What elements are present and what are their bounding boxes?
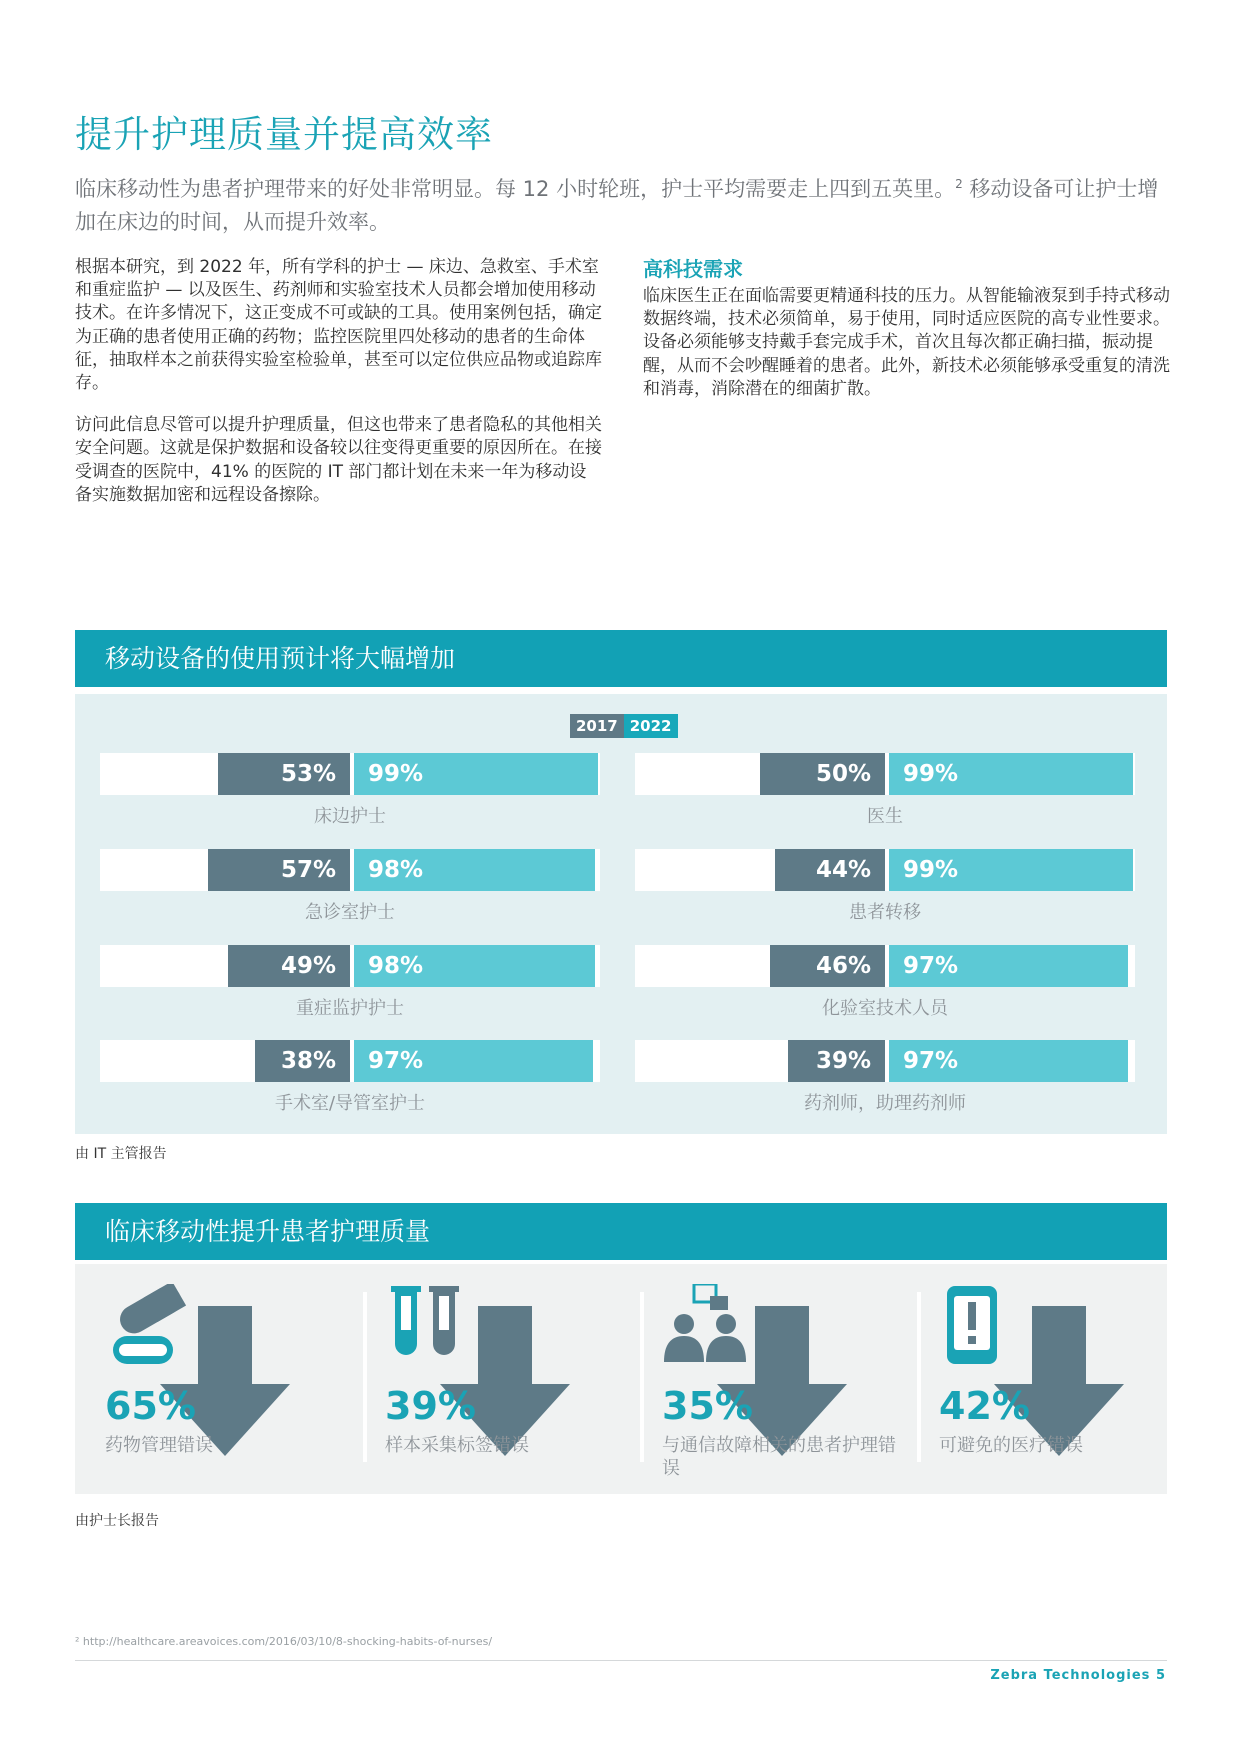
bar-category-label: 急诊室护士 (305, 902, 395, 923)
bar-category-label: 手术室/导管室护士 (274, 1093, 426, 1114)
chart-item (100, 753, 600, 843)
bar-2017: 50% (760, 753, 885, 795)
stat-percent: 39% (385, 1384, 476, 1428)
page-number: 5 (1155, 1668, 1166, 1683)
bar-2017: 39% (788, 1040, 886, 1082)
footer-divider (75, 1660, 1167, 1661)
bar-category-label: 患者转移 (849, 902, 921, 923)
quality-source-note: 由护士长报告 (75, 1513, 159, 1529)
chart-item (100, 945, 600, 1035)
stat-medication (75, 1284, 333, 1474)
bar-2017: 53% (218, 753, 351, 795)
bar-2022: 97% (350, 1040, 593, 1082)
intro-paragraph (75, 168, 1165, 239)
stat-percent: 65% (105, 1384, 196, 1428)
bar-2017: 49% (228, 945, 351, 987)
bar-category-label: 床边护士 (314, 806, 386, 827)
bar-2022: 97% (885, 1040, 1128, 1082)
stat-specimen (355, 1284, 613, 1474)
section-usage-title: 移动设备的使用预计将大幅增加 (75, 630, 1167, 687)
left-paragraph-1: 根据本研究，到 2022 年，所有学科的护士 — 床边、急救室、手术室和重症监护 — 以及医生、药剂师和实验室技术人员都会增加使用移动技术。在许多情况下，这正变成不可或缺的工具。使用案例包括，确定为正确的患者使用正确的药物；监控医院里四处移动的患者的生命体征，抽取样本之前获得实验室检验单，甚至可以定位供应品物或追踪库存。 (75, 257, 602, 394)
right-column (643, 256, 1173, 401)
legend-2022: 2022 (624, 714, 678, 738)
stat-label: 药物管理错误 (105, 1435, 213, 1456)
bar-2022: 99% (350, 753, 598, 795)
chart-legend (570, 714, 678, 738)
bar-2022: 97% (885, 945, 1128, 987)
right-heading: 高科技需求 (643, 257, 743, 281)
bar-category-label: 化验室技术人员 (822, 998, 948, 1019)
bar-2022: 99% (885, 753, 1133, 795)
quality-stats-panel (75, 1264, 1167, 1494)
intro-text-continued: 移动设备可让护士增加在床边的时间，从而提升效率。 (75, 177, 1159, 234)
chart-item (635, 753, 1135, 843)
stat-label: 样本采集标签错误 (385, 1435, 529, 1456)
bar-2022: 99% (885, 849, 1133, 891)
stat-percent: 35% (662, 1384, 753, 1428)
bar-2022: 98% (350, 945, 595, 987)
bar-category-label: 重症监护护士 (296, 998, 404, 1019)
left-paragraph-2: 访问此信息尽管可以提升护理质量，但这也带来了患者隐私的其他相关安全问题。这就是保护数据和设备较以往变得更重要的原因所在。在接受调查的医院中，41% 的医院的 IT 部门都计划在未来一年为移动设备实施数据加密和远程设备擦除。 (75, 415, 602, 505)
footnote: ² http://healthcare.areavoices.com/2016/03/10/8-shocking-habits-of-nurses/ (75, 1635, 493, 1648)
chart-item (100, 849, 600, 939)
footer-brand (990, 1668, 1166, 1683)
page-title: 提升护理质量并提高效率 (75, 113, 493, 156)
chart-item (635, 849, 1135, 939)
legend-2017: 2017 (570, 714, 624, 738)
bar-category-label: 医生 (867, 806, 903, 827)
stat-label: 与通信故障相关的患者护理错误 (662, 1435, 896, 1479)
bar-2017: 38% (255, 1040, 350, 1082)
brand-name: Zebra Technologies (990, 1668, 1151, 1683)
intro-text: 临床移动性为患者护理带来的好处非常明显。每 12 小时轮班，护士平均需要走上四到五英里。 (75, 177, 956, 201)
bar-category-label: 药剂师，助理药剂师 (804, 1093, 966, 1114)
stat-preventable (909, 1284, 1167, 1474)
usage-source-note: 由 IT 主管报告 (75, 1146, 167, 1162)
chart-item (100, 1040, 600, 1130)
bar-2022: 98% (350, 849, 595, 891)
bar-2017: 44% (775, 849, 885, 891)
chart-item (635, 1040, 1135, 1130)
stat-label: 可避免的医疗错误 (939, 1435, 1083, 1456)
left-column (75, 256, 603, 526)
section-quality-title: 临床移动性提升患者护理质量 (75, 1203, 1167, 1260)
stat-communication (632, 1284, 896, 1479)
stat-percent: 42% (939, 1384, 1030, 1428)
bar-2017: 57% (208, 849, 351, 891)
intro-footnote-ref: 2 (955, 177, 963, 191)
bar-2017: 46% (770, 945, 885, 987)
chart-item (635, 945, 1135, 1035)
right-paragraph: 临床医生正在面临需要更精通科技的压力。从智能输液泵到手持式移动数据终端，技术必须简单，易于使用，同时适应医院的高专业性要求。设备必须能够支持戴手套完成手术，首次且每次都正确扫描，振动提醒，从而不会吵醒睡着的患者。此外，新技术必须能够承受重复的清洗和消毒，消除潜在的细菌扩散。 (643, 286, 1170, 399)
usage-chart (75, 694, 1167, 1134)
